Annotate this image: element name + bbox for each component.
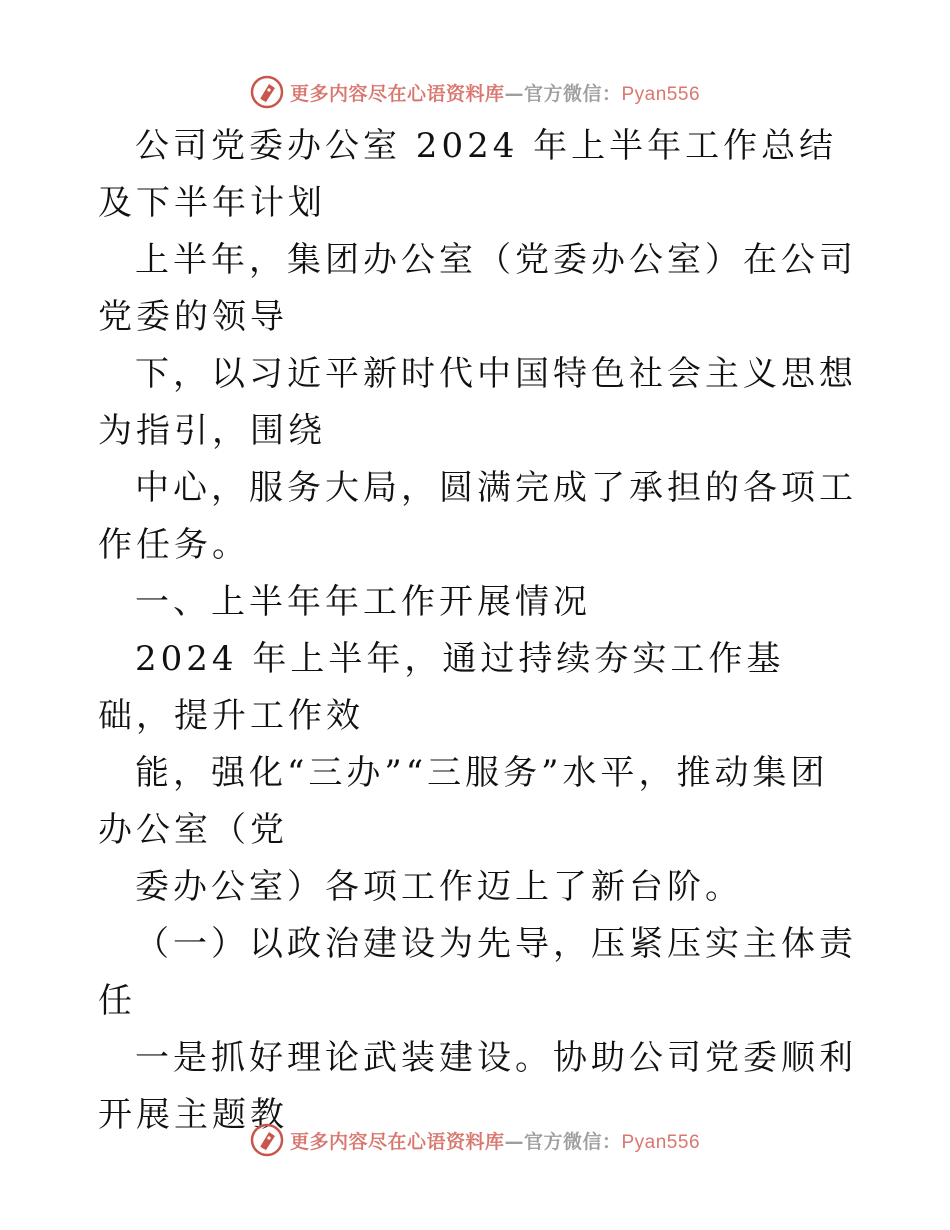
- watermark-separator: —: [504, 1130, 524, 1153]
- watermark-header: [0, 72, 950, 112]
- paragraph: 下，以习近平新时代中国特色社会主义思想为指引，围绕: [98, 354, 857, 451]
- watermark-text: [290, 1127, 700, 1154]
- watermark-brand: 更多内容尽在心语资料库: [289, 1130, 505, 1153]
- watermark-wechat-id: Pyan556: [621, 83, 701, 105]
- pen-nib-circle-icon: [250, 75, 284, 109]
- pen-nib-circle-icon: [250, 1123, 284, 1157]
- watermark-wechat-label: 官方微信：: [523, 82, 622, 105]
- paragraph: 中心，服务大局，圆满完成了承担的各项工作任务。: [98, 468, 857, 565]
- watermark-brand: 更多内容尽在心语资料库: [289, 82, 505, 105]
- section-heading: 一、上半年年工作开展情况: [135, 582, 591, 622]
- paragraph: 上半年，集团办公室（党委办公室）在公司党委的领导: [98, 240, 857, 337]
- watermark-wechat-id: Pyan556: [621, 1131, 701, 1153]
- watermark-footer: [0, 1120, 950, 1160]
- document-body: [98, 118, 858, 1144]
- paragraph: 一是抓好理论武装建设。协助公司党委顺利开展主题教: [98, 1038, 857, 1135]
- watermark-wechat-label: 官方微信：: [523, 1130, 622, 1153]
- paragraph: 能，强化“三办”“三服务”水平，推动集团办公室（党: [98, 753, 829, 850]
- watermark-separator: —: [504, 82, 524, 105]
- paragraph: 2024 年上半年，通过持续夯实工作基础，提升工作效: [98, 639, 785, 736]
- paragraph: 委办公室）各项工作迈上了新台阶。: [135, 867, 743, 907]
- subsection-heading: （一）以政治建设为先导，压紧压实主体责任: [98, 924, 857, 1021]
- paragraph-title: 公司党委办公室 2024 年上半年工作总结及下半年计划: [98, 126, 838, 223]
- watermark-text: [290, 79, 700, 106]
